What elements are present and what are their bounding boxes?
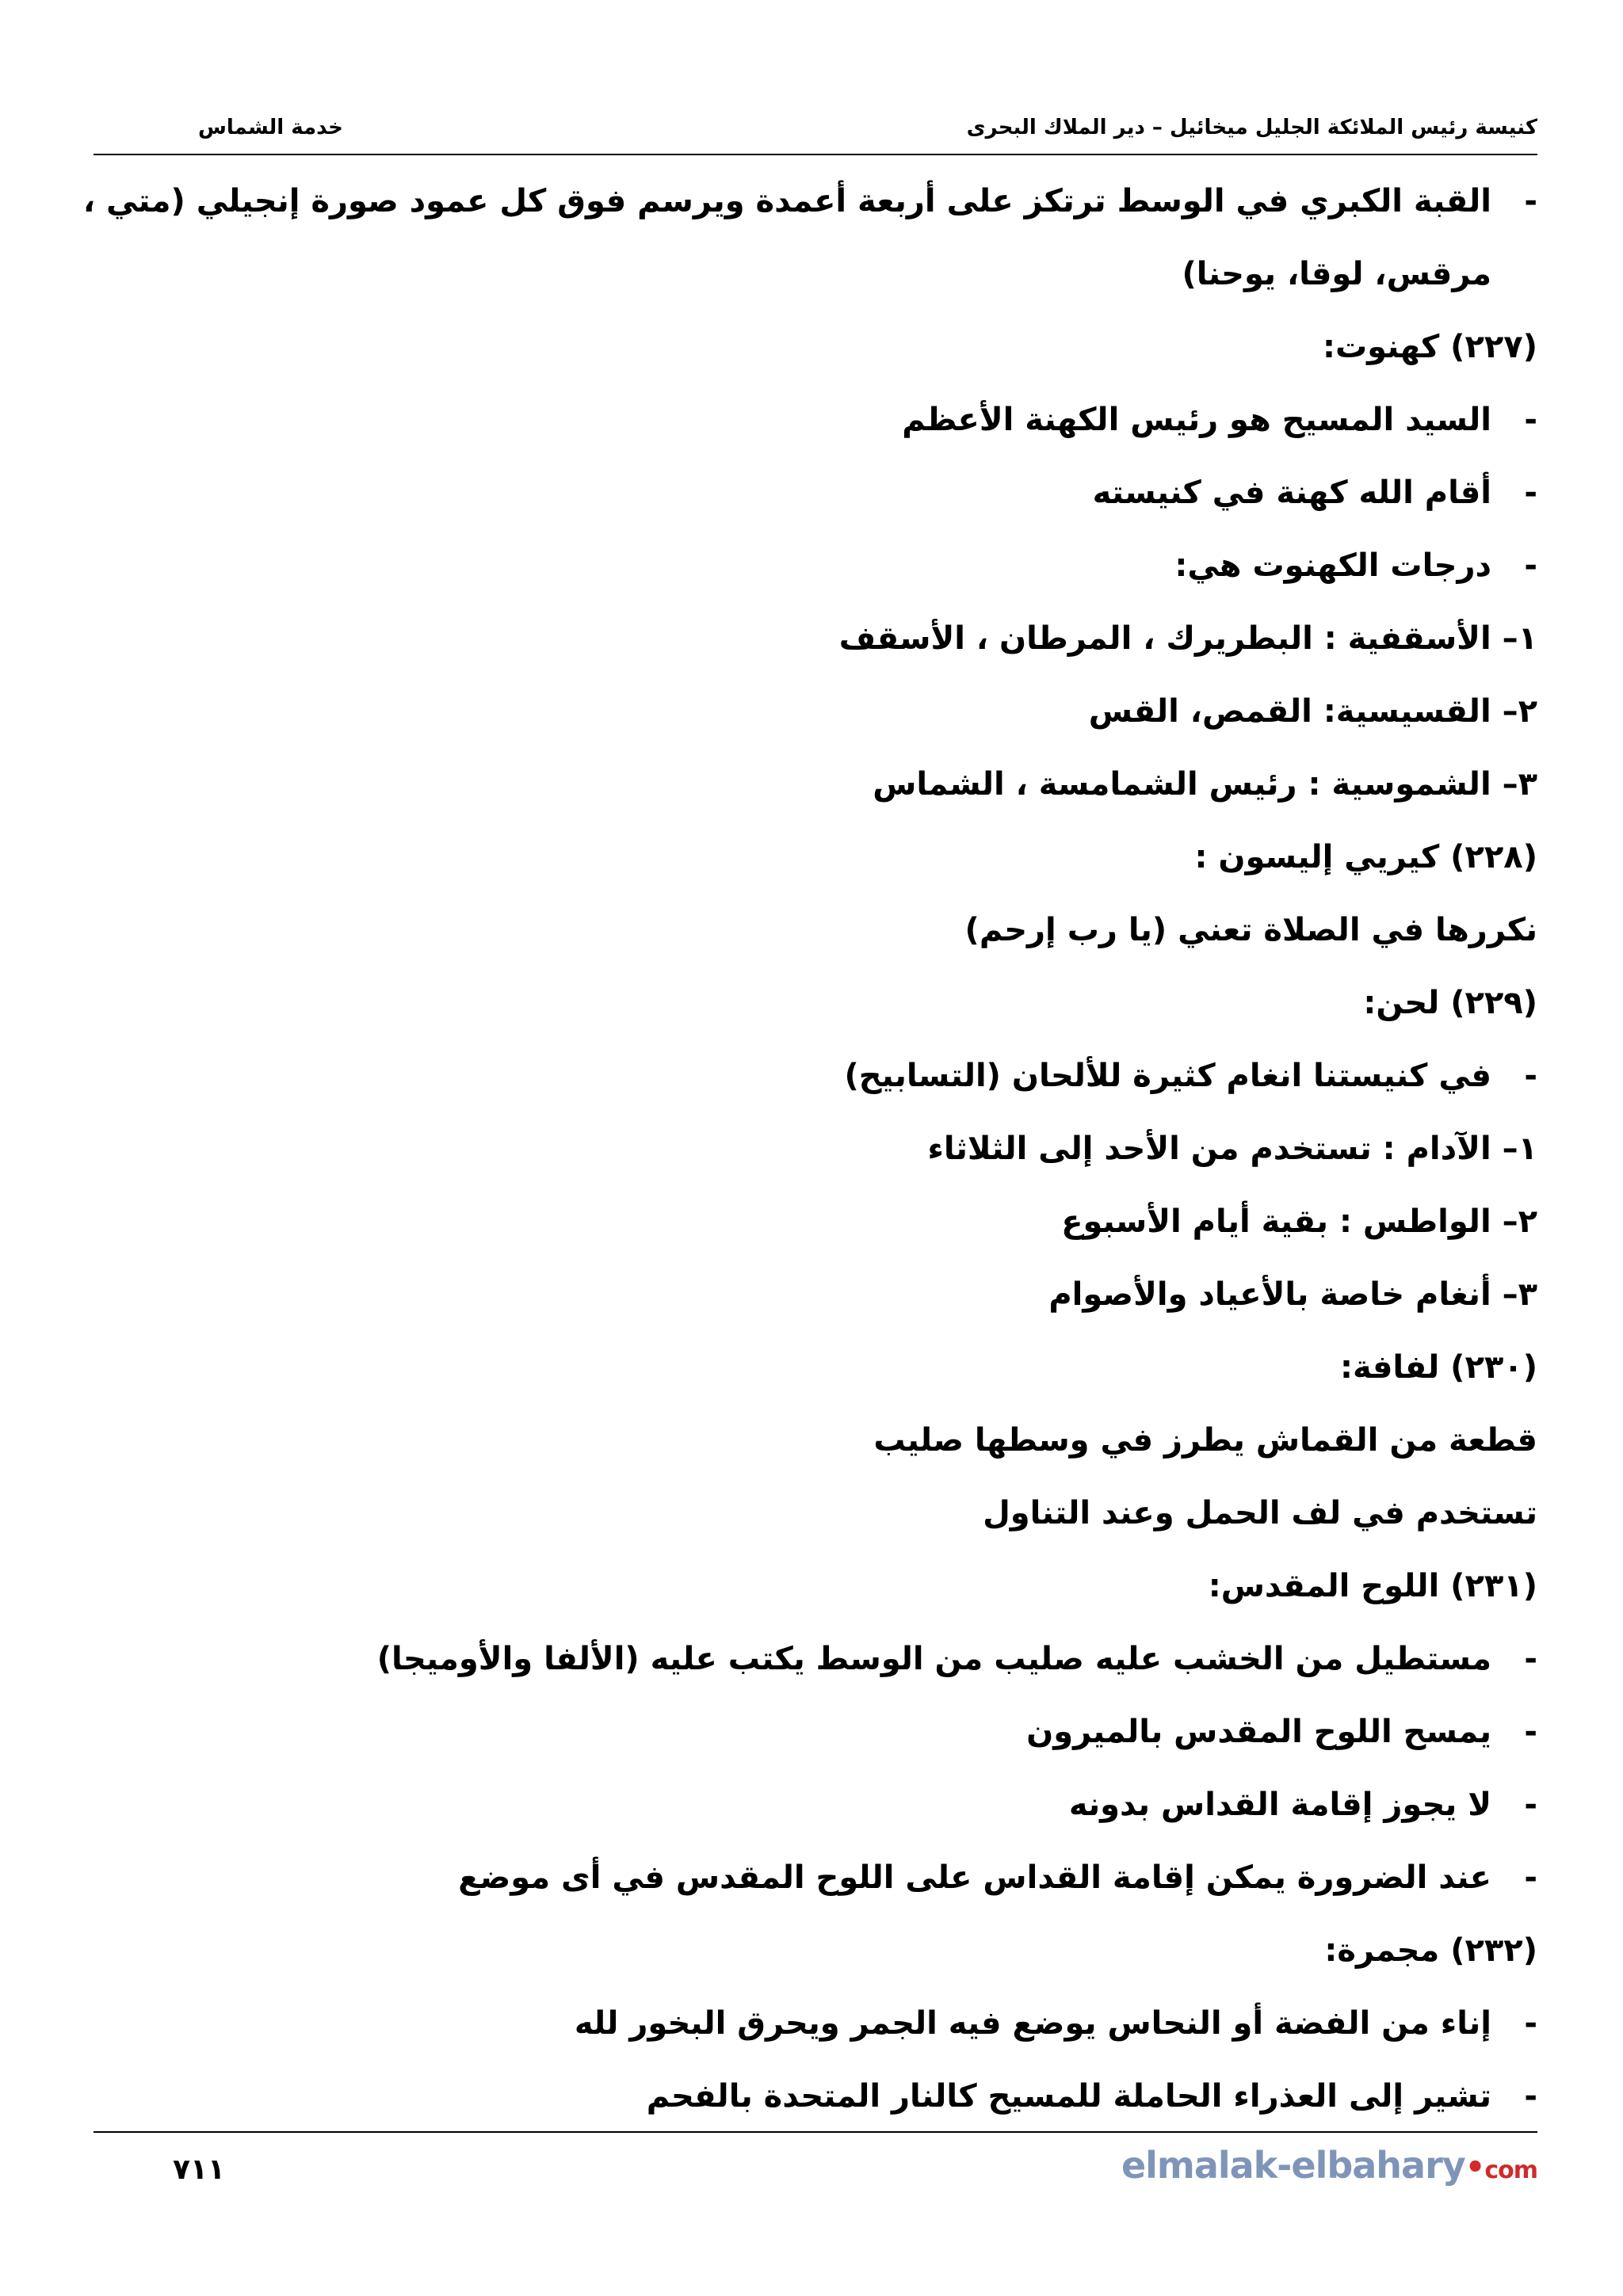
section-heading: (٢٣١) اللوح المقدس: (1208, 1568, 1537, 1604)
bullet-line (94, 1987, 1537, 2060)
logo-dot: • (1465, 2149, 1485, 2186)
bullet-text: في كنيستنا انغام كثيرة للألحان (التسابيح) (844, 1058, 1491, 1094)
bullet-line (94, 383, 1537, 456)
bullet-text: مستطيل من الخشب عليه صليب من الوسط يكتب عليه (الألفا والأوميجا) (376, 1641, 1491, 1677)
bullet-text: إناء من الفضة أو النحاس يوضع فيه الجمر ويحرق البخور لله (574, 2005, 1491, 2042)
bullet-line (94, 2060, 1537, 2133)
bullet-dash: - (1524, 2005, 1537, 2042)
bullet-line (82, 165, 1537, 238)
page-number: ٧١١ (173, 2153, 225, 2186)
bullet-line (94, 1623, 1537, 1695)
page-body (82, 165, 1537, 2133)
bullet-dash: - (1524, 402, 1537, 438)
bullet-line (94, 456, 1537, 529)
bullet-line (94, 1768, 1537, 1841)
bullet-dash: - (1524, 1714, 1537, 1750)
text-line: ٣– الشموسية : رئيس الشمامسة ، الشماس (873, 766, 1537, 803)
bullet-dash: - (1524, 2078, 1537, 2115)
site-logo (1121, 2144, 1537, 2187)
bullet-line (94, 1841, 1537, 1914)
text-line: قطعة من القماش يطرز في وسطها صليب (873, 1422, 1537, 1459)
section-heading: (٢٢٧) كهنوت: (1322, 329, 1537, 365)
bullet-text: عند الضرورة يمكن إقامة القداس على اللوح المقدس في أى موضع (458, 1859, 1491, 1896)
bullet-dash: - (1524, 1641, 1537, 1677)
page-header (94, 109, 1537, 154)
bullet-dash: - (1524, 1787, 1537, 1823)
header-church-title: كنيسة رئيس الملائكة الجليل ميخائيل – دير الملاك البحرى (966, 116, 1537, 139)
bullet-text: تشير إلى العذراء الحاملة للمسيح كالنار المتحدة بالفحم (646, 2078, 1491, 2115)
text-line: ١– الأسقفية : البطريرك ، المرطان ، الأسقف (838, 620, 1537, 657)
bullet-line (94, 1695, 1537, 1768)
section-heading: (٢٢٩) لحن: (1363, 985, 1537, 1021)
bullet-dash: - (1524, 1058, 1537, 1094)
bullet-text: القبة الكبري في الوسط ترتكز على أربعة أعمدة ويرسم فوق كل عمود صورة إنجيلي (متي ، (82, 183, 1491, 219)
bullet-text: لا يجوز إقامة القداس بدونه (1068, 1787, 1491, 1823)
header-service-title: خدمة الشماس (198, 116, 343, 139)
bullet-dash: - (1524, 183, 1537, 219)
bullet-dash: - (1524, 1859, 1537, 1896)
bullet-line (94, 1039, 1537, 1112)
text-line: ٢– القسيسية: القمص، القس (1088, 693, 1537, 730)
bullet-text: أقام الله كهنة في كنيسته (1092, 475, 1491, 511)
section-heading: (٢٣٠) لفافة: (1339, 1349, 1537, 1386)
continuation-line: مرقس، لوقا، يوحنا) (1182, 256, 1491, 292)
text-line: ١– الآدام : تستخدم من الأحد إلى الثلاثاء (927, 1131, 1537, 1167)
bullet-dash: - (1524, 547, 1537, 584)
bullet-dash: - (1524, 475, 1537, 511)
text-line: تستخدم في لف الحمل وعند التناول (983, 1495, 1537, 1531)
section-heading: (٢٢٨) كيريي إليسون : (1194, 839, 1537, 875)
bullet-text: يمسح اللوح المقدس بالميرون (1026, 1714, 1491, 1750)
logo-tld: com (1484, 2157, 1537, 2184)
logo-text: elmalak-elbahary (1121, 2144, 1465, 2187)
header-divider (94, 154, 1537, 155)
bullet-text: درجات الكهنوت هي: (1174, 547, 1491, 584)
bullet-text: السيد المسيح هو رئيس الكهنة الأعظم (902, 402, 1491, 438)
text-line: نكررها في الصلاة تعني (يا رب إرحم) (964, 912, 1537, 948)
footer-divider (94, 2131, 1537, 2133)
text-line: ٢– الواطس : بقية أيام الأسبوع (1061, 1203, 1537, 1240)
section-heading: (٢٣٢) مجمرة: (1324, 1932, 1537, 1969)
text-line: ٣– أنغام خاصة بالأعياد والأصوام (1048, 1276, 1537, 1313)
bullet-line (94, 529, 1537, 602)
